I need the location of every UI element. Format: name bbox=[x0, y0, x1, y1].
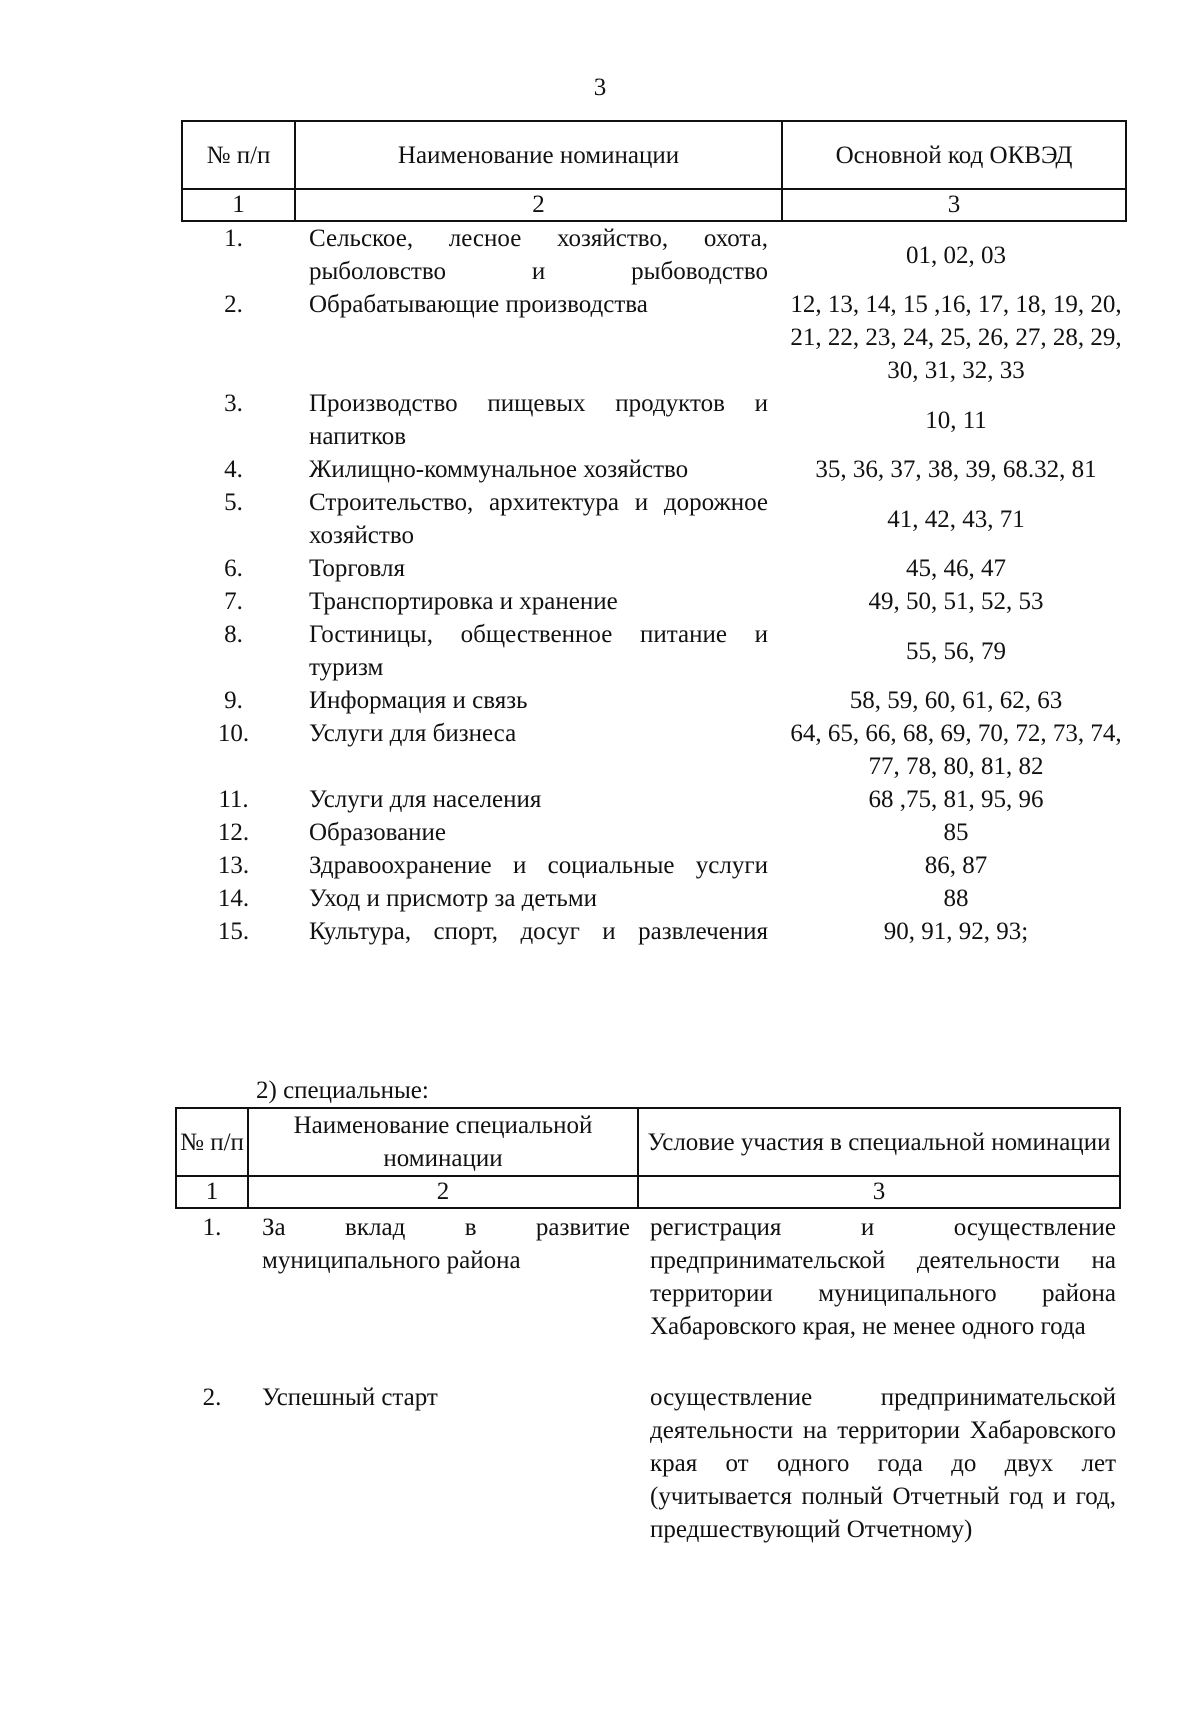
special-nomination-name: Успешный старт bbox=[262, 1384, 438, 1411]
okved-code: 88 bbox=[943, 885, 969, 912]
nomination-name: Услуги для бизнеса bbox=[309, 720, 517, 747]
nomination-name: Здравоохранение и социальные услуги bbox=[309, 852, 768, 879]
column-number: 2 bbox=[248, 1176, 638, 1208]
row-number: 1. bbox=[224, 225, 243, 252]
okved-code: 58, 59, 60, 61, 62, 63 bbox=[849, 687, 1063, 714]
okved-code: 85 bbox=[943, 819, 969, 846]
okved-code: 55, 56, 79 bbox=[906, 637, 1006, 665]
row-number: 6. bbox=[224, 555, 243, 582]
nomination-name: Транспортировка и хранение bbox=[309, 588, 618, 615]
nomination-name: Сельское, лесное хозяйство, охота, рыболовство и рыбоводство bbox=[309, 225, 768, 285]
nomination-name: Образование bbox=[309, 819, 447, 846]
row-number: 5. bbox=[224, 489, 243, 516]
nomination-name: Культура, спорт, досуг и развлечения bbox=[309, 918, 768, 945]
table-row bbox=[182, 221, 1126, 288]
header-name: Наименование номинации bbox=[295, 121, 782, 189]
nomination-name: Строительство, архитектура и дорожное хозяйство bbox=[309, 489, 768, 549]
table-row bbox=[182, 585, 1126, 618]
special-section-label: 2) специальные: bbox=[256, 1077, 429, 1104]
table-row bbox=[182, 486, 1126, 552]
table-row bbox=[182, 849, 1126, 882]
column-number: 3 bbox=[782, 189, 1126, 221]
row-number: 8. bbox=[224, 621, 243, 648]
participation-condition: осуществление предпринимательской деятельности на территории Хабаровского края от одного года до двух лет (учитывается полный Отчетный год и год, предшествующий Отчетному) bbox=[650, 1384, 1116, 1543]
okved-code: 45, 46, 47 bbox=[906, 555, 1006, 582]
table-row bbox=[182, 288, 1126, 387]
row-number: 15. bbox=[217, 918, 250, 945]
okved-code: 41, 42, 43, 71 bbox=[887, 505, 1025, 533]
nominations-table bbox=[181, 120, 1127, 948]
table-row bbox=[182, 387, 1126, 453]
special-nomination-name: За вклад в развитие муниципального района bbox=[262, 1214, 630, 1274]
table-row bbox=[182, 816, 1126, 849]
row-number: 3. bbox=[224, 390, 243, 417]
table-row bbox=[182, 618, 1126, 684]
row-number: 10. bbox=[217, 720, 250, 747]
row-number: 14. bbox=[217, 885, 250, 912]
row-number: 7. bbox=[224, 588, 243, 615]
nomination-name: Информация и связь bbox=[309, 687, 528, 714]
okved-code: 90, 91, 92, 93; bbox=[883, 918, 1029, 945]
nomination-name: Торговля bbox=[309, 555, 405, 582]
table-row bbox=[182, 552, 1126, 585]
column-numbers-row bbox=[182, 189, 1126, 221]
header-num: № п/п bbox=[176, 1108, 248, 1176]
header-code: Основной код ОКВЭД bbox=[782, 121, 1126, 189]
column-number: 3 bbox=[638, 1176, 1120, 1208]
row-number: 9. bbox=[224, 687, 243, 714]
table-row bbox=[182, 684, 1126, 717]
table-row bbox=[182, 915, 1126, 948]
table-row bbox=[176, 1208, 1120, 1379]
table-header-row bbox=[182, 121, 1126, 189]
page-number: 3 bbox=[593, 74, 607, 101]
okved-code: 49, 50, 51, 52, 53 bbox=[868, 588, 1044, 615]
column-number: 1 bbox=[182, 189, 295, 221]
table-header-row bbox=[176, 1108, 1120, 1176]
okved-code: 35, 36, 37, 38, 39, 68.32, 81 bbox=[815, 456, 1097, 483]
okved-code: 01, 02, 03 bbox=[906, 241, 1006, 269]
row-number: 4. bbox=[224, 456, 243, 483]
table-row bbox=[182, 882, 1126, 915]
okved-code: 10, 11 bbox=[925, 406, 987, 434]
header-num: № п/п bbox=[182, 121, 295, 189]
table-row bbox=[182, 783, 1126, 816]
row-number: 2. bbox=[202, 1384, 222, 1411]
nomination-name: Обрабатывающие производства bbox=[309, 291, 648, 318]
header-condition: Условие участия в специальной номинации bbox=[638, 1108, 1120, 1176]
table-row bbox=[176, 1379, 1120, 1546]
nomination-name: Жилищно-коммунальное хозяйство bbox=[309, 456, 689, 483]
row-number: 2. bbox=[224, 291, 243, 318]
okved-code: 68 ,75, 81, 95, 96 bbox=[868, 786, 1044, 813]
row-number: 11. bbox=[218, 786, 249, 813]
table-row bbox=[182, 453, 1126, 486]
row-number: 1. bbox=[202, 1214, 222, 1241]
row-number: 13. bbox=[217, 852, 250, 879]
okved-code: 86, 87 bbox=[924, 852, 988, 879]
nomination-name: Уход и присмотр за детьми bbox=[309, 885, 598, 912]
participation-condition: регистрация и осуществление предпринимательской деятельности на территории муниципального района Хабаровского края, не менее одного года bbox=[650, 1214, 1116, 1340]
nomination-name: Производство пищевых продуктов и напитков bbox=[309, 390, 768, 450]
row-number: 12. bbox=[217, 819, 250, 846]
nomination-name: Услуги для населения bbox=[309, 786, 542, 813]
column-number: 2 bbox=[295, 189, 782, 221]
okved-code: 12, 13, 14, 15 ,16, 17, 18, 19, 20, 21, 22, 23, 24, 25, 26, 27, 28, 29, 30, 31, 32, 33 bbox=[790, 291, 1122, 384]
okved-code: 64, 65, 66, 68, 69, 70, 72, 73, 74, 77, 78, 80, 81, 82 bbox=[790, 720, 1122, 780]
nomination-name: Гостиницы, общественное питание и туризм bbox=[309, 621, 768, 681]
column-number: 1 bbox=[176, 1176, 248, 1208]
column-numbers-row bbox=[176, 1176, 1120, 1208]
special-nominations-table bbox=[175, 1107, 1121, 1546]
table-row bbox=[182, 717, 1126, 783]
header-name: Наименование специальной номинации bbox=[248, 1108, 638, 1176]
